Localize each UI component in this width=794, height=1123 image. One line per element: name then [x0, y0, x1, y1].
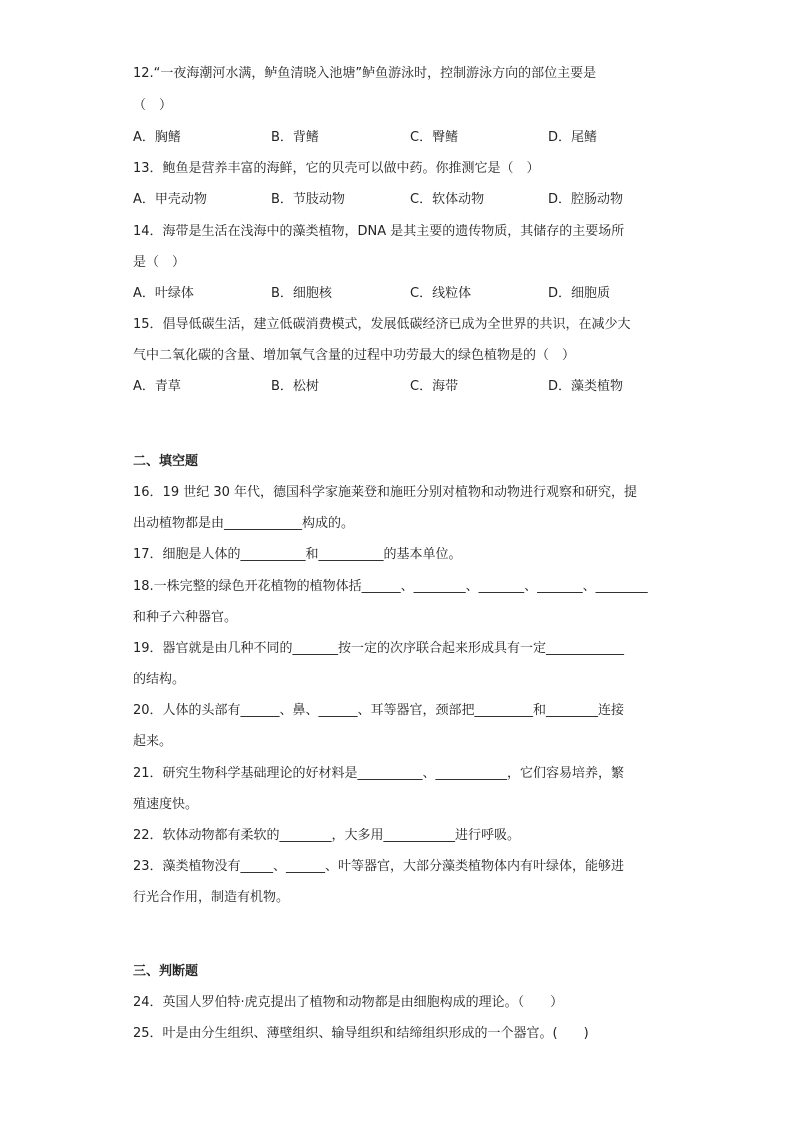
question-19-text: 19．器官就是由几种不同的_______按一定的次序联合起来形成具有一定____________	[133, 641, 625, 656]
question-13-option-a: A．甲壳动物	[133, 192, 207, 207]
question-24-text: 24．英国人罗伯特·虎克提出了植物和动物都是由细胞构成的理论。（ ）	[133, 995, 564, 1010]
question-21-text-cont: 殖速度快。	[133, 797, 199, 812]
question-18-text: 18.一株完整的绿色开花植物的植物体括______、________、_______、_______、________	[133, 579, 648, 594]
question-13-option-d: D．腔肠动物	[548, 192, 624, 207]
question-12-option-a: A．胸鳍	[133, 130, 181, 145]
question-15-option-d: D．藻类植物	[548, 379, 624, 394]
question-15-text: 15．倡导低碳生活，建立低碳消费模式，发展低碳经济已成为全世界的共识，在减少大	[133, 317, 631, 332]
question-13-option-c: C．软体动物	[410, 192, 485, 207]
question-15-option-a: A．青草	[133, 379, 181, 394]
question-15-option-c: C．海带	[410, 379, 459, 394]
question-14-option-d: D．细胞质	[548, 286, 611, 301]
question-12-option-d: D．尾鳍	[548, 130, 598, 145]
question-15-option-b: B．松树	[271, 379, 319, 394]
question-14-option-b: B．细胞核	[271, 286, 332, 301]
section-judge-heading: 三、判断题	[133, 964, 199, 979]
question-19-text-cont: 的结构。	[133, 672, 186, 687]
question-14-text-cont: 是（ ）	[133, 255, 186, 270]
question-20-text-cont: 起来。	[133, 734, 173, 749]
question-20-text: 20．人体的头部有______、鼻、______、耳等器官，颈部把_________和________连接	[133, 703, 625, 718]
section-fill-heading: 二、填空题	[133, 454, 199, 469]
question-21-text: 21．研究生物科学基础理论的好材料是__________、___________，它们容易培养，繁	[133, 766, 625, 781]
question-14-text: 14．海带是生活在浅海中的藻类植物，DNA 是其主要的遗传物质，其储存的主要场所	[133, 224, 625, 239]
question-18-text-cont: 和种子六种器官。	[133, 610, 238, 625]
question-12-option-c: C．臀鳍	[410, 130, 459, 145]
question-17-text: 17．细胞是人体的__________和__________的基本单位。	[133, 547, 462, 562]
question-15-text-cont: 气中二氧化碳的含量、增加氧气含量的过程中功劳最大的绿色植物是的（ ）	[133, 348, 576, 363]
question-22-text: 22．软体动物都有柔软的________，大多用___________进行呼吸。	[133, 828, 521, 843]
question-12-option-b: B．背鳍	[271, 130, 319, 145]
question-13-option-b: B．节肢动物	[271, 192, 345, 207]
question-12-text: 12.“一夜海潮河水满，鲈鱼清晓入池塘”鲈鱼游泳时，控制游泳方向的部位主要是	[133, 66, 597, 81]
question-13-text: 13．鲍鱼是营养丰富的海鲜，它的贝壳可以做中药。你推测它是（ ）	[133, 161, 540, 176]
question-12-bracket: （ ）	[133, 98, 173, 113]
question-23-text-cont: 行光合作用，制造有机物。	[133, 890, 290, 905]
question-14-option-c: C．线粒体	[410, 286, 472, 301]
question-16-text-cont: 出动植物都是由____________构成的。	[133, 516, 355, 531]
question-14-option-a: A．叶绿体	[133, 286, 194, 301]
question-23-text: 23．藻类植物没有_____、______、叶等器官，大部分藻类植物体内有叶绿体，能够进	[133, 859, 625, 874]
question-25-text: 25．叶是由分生组织、薄壁组织、输导组织和结缔组织形成的一个器官。( )	[133, 1026, 589, 1041]
question-16-text: 16．19 世纪 30 年代，德国科学家施莱登和施旺分别对植物和动物进行观察和研究，提	[133, 485, 638, 500]
